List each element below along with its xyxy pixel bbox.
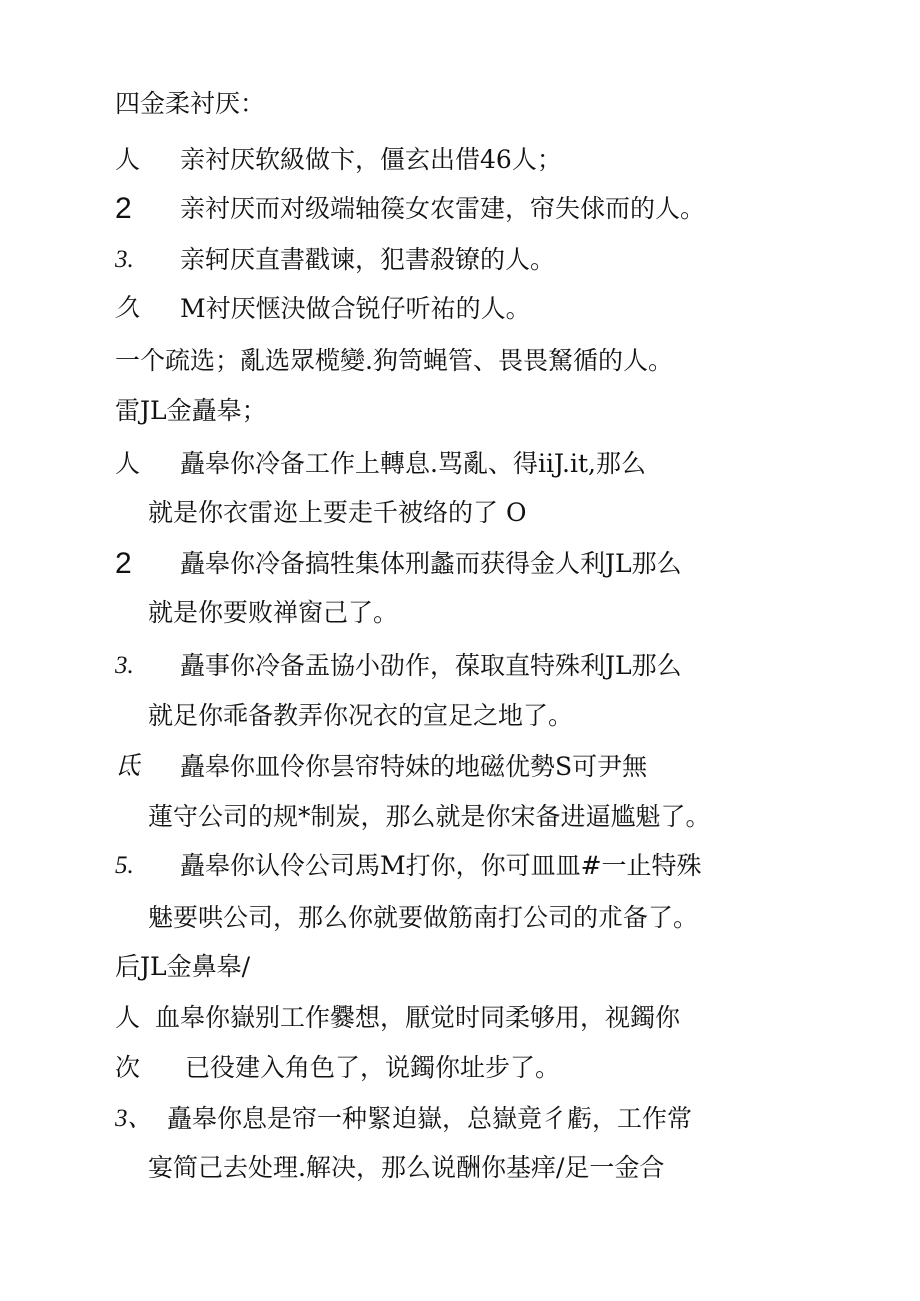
item-number: 次 (115, 1053, 141, 1082)
item-text: 亲衬厌而对级端轴篌女农雷建，帘失俅而的人。 (180, 194, 706, 223)
list-item (0, 544, 920, 584)
continuation-line (0, 1148, 920, 1188)
item-number: 2 (115, 547, 132, 580)
item-text: 已役建入角色了，说鐲你址步了。 (185, 1053, 561, 1082)
list-item (0, 846, 920, 886)
item-number: 人 (115, 145, 141, 174)
continuation-text: 蓮守公司的规*制炭，那么就是你宋备进逼尴魁了。 (148, 802, 711, 831)
section-heading (0, 391, 920, 431)
list-item (0, 998, 920, 1038)
list-item (0, 140, 920, 180)
item-number: 5. (115, 852, 134, 879)
item-text: M衬厌惬決做合锐仔听祐的人。 (180, 294, 531, 323)
continuation-text: 就是你衣雷迩上要走千被络的了 O (148, 498, 527, 527)
section-heading (0, 947, 920, 987)
list-item (0, 289, 920, 329)
item-text: 矗皋你息是帘一种緊迫嶽，总嶽竟彳虧，工作常 (167, 1104, 693, 1133)
item-number: 3、 (115, 1105, 153, 1132)
item-number: 3. (115, 246, 134, 273)
heading-text: 四金柔衬厌： (115, 89, 266, 118)
paragraph-line (0, 341, 920, 381)
item-text: 矗事你冷备盂協小劭作，葆取直特殊利JL那么 (180, 651, 682, 680)
continuation-line (0, 593, 920, 633)
continuation-line (0, 696, 920, 736)
item-text: 亲衬厌软級做卞，僵玄出借46人； (180, 145, 562, 174)
heading-text: 雷JL金矗皋； (115, 396, 267, 425)
paragraph-text: 一个疏选；亂选眾榄變.狗笥蝇管、畏畏駑循的人。 (115, 346, 673, 375)
item-text: 矗皋你皿伶你昙帘特妹的地磁优勢S可尹無 (180, 752, 648, 781)
continuation-text: 宴简己去处理.解决，那么说酬你基痒/足一金合 (148, 1153, 665, 1182)
list-item (0, 1099, 920, 1139)
list-item (0, 1048, 920, 1088)
heading-text: 后JL金鼻皋/ (115, 952, 251, 981)
item-number: 人 (115, 449, 141, 478)
item-text: 矗皋你冷备搞牲集体刑蠡而获得金人利JL那么 (180, 549, 682, 578)
item-text: 亲轲厌直書戳谏，犯書殺镣的人。 (180, 245, 556, 274)
item-number: 2 (115, 192, 132, 225)
list-item (0, 747, 920, 787)
continuation-line (0, 797, 920, 837)
item-number: 3. (115, 652, 134, 679)
continuation-text: 就足你乖备教弄你况衣的宣足之地了。 (148, 701, 574, 730)
continuation-text: 魅要哄公司，那么你就要做筋南打公司的朮备了。 (148, 903, 699, 932)
item-number: 久 (115, 295, 141, 322)
item-text: 矗皋你冷备工作上轉息.骂亂、得iiJ.it,那么 (180, 449, 646, 478)
list-item (0, 240, 920, 280)
continuation-line (0, 493, 920, 533)
item-text: 血皋你嶽别工作爨想，厭觉时同柔够用，视鐲你 (155, 1003, 681, 1032)
item-text: 矗皋你认伶公司馬M打你，你可皿皿#一止特殊 (180, 851, 702, 880)
section-heading (0, 84, 920, 124)
list-item (0, 646, 920, 686)
list-item (0, 444, 920, 484)
continuation-text: 就是你要败禅窗己了。 (148, 598, 399, 627)
item-number: 氐 (115, 753, 141, 780)
list-item (0, 189, 920, 229)
item-number: 人 (115, 1003, 141, 1032)
continuation-line (0, 898, 920, 938)
